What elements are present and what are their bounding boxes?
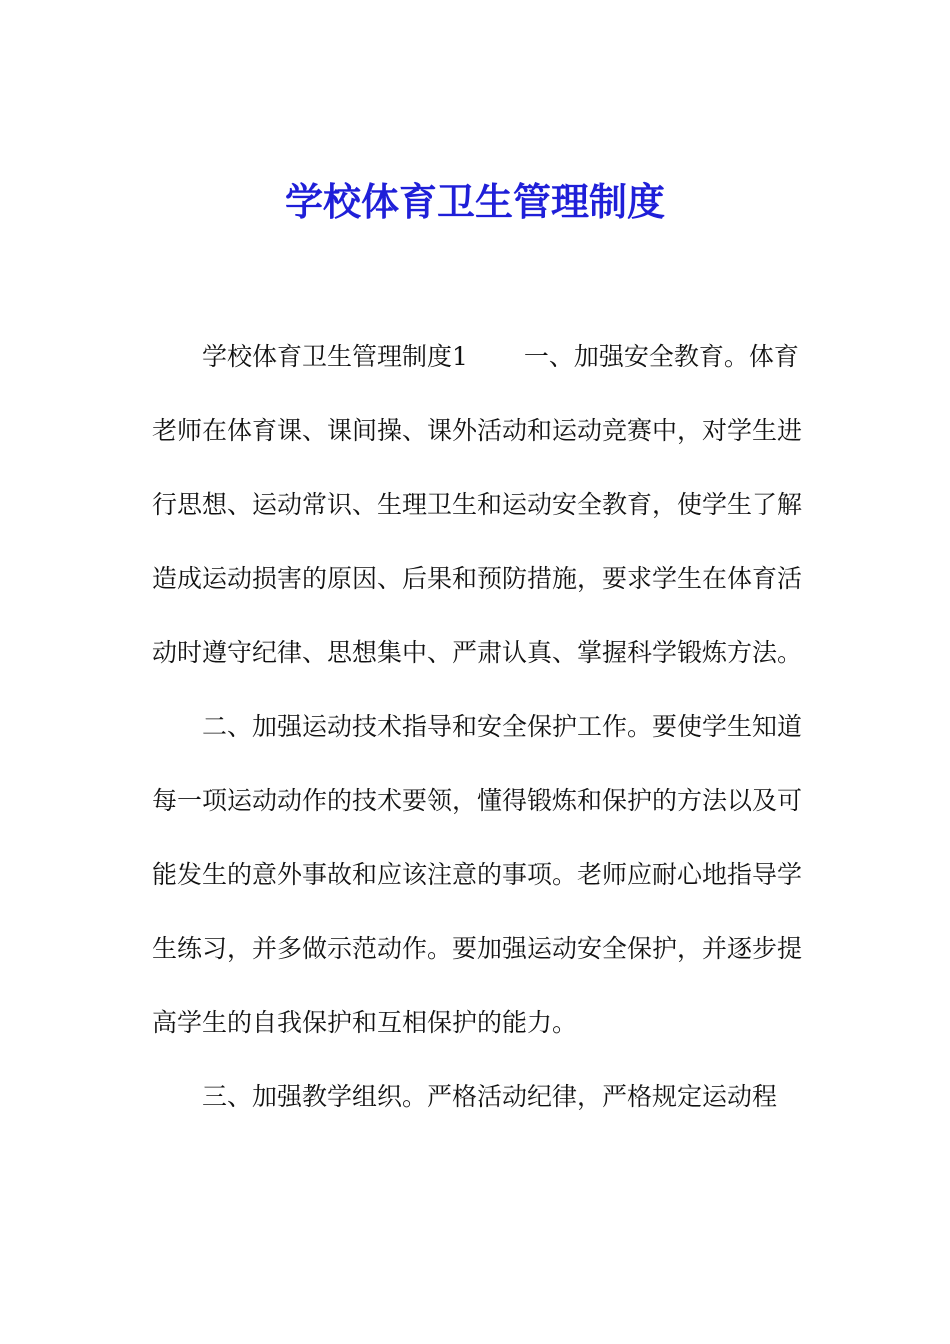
paragraph-3-text: 三、加强教学组织。严格活动纪律，严格规定运动程 — [202, 1082, 778, 1111]
document-body — [152, 320, 812, 1134]
paragraph-1 — [152, 320, 812, 690]
paragraph-2 — [152, 690, 812, 1060]
paragraph-2-text: 二、加强运动技术指导和安全保护工作。要使学生知道每一项运动动作的技术要领，懂得锻炼和保护的方法以及可能发生的意外事故和应该注意的事项。老师应耐心地指导学生练习，并多做示范动作。要加强运动安全保护，并逐步提高学生的自我保护和互相保护的能力。 — [152, 712, 803, 1037]
paragraph-3 — [152, 1060, 812, 1134]
paragraph-1-text: 一、加强安全教育。体育老师在体育课、课间操、课外活动和运动竞赛中，对学生进行思想、运动常识、生理卫生和运动安全教育，使学生了解造成运动损害的原因、后果和预防措施，要求学生在体育活动时遵守纪律、思想集中、严肃认真、掌握科学锻炼方法。 — [152, 342, 803, 667]
paragraph-1-heading: 学校体育卫生管理制度1 — [202, 342, 468, 371]
document-title: 学校体育卫生管理制度 — [284, 180, 665, 224]
